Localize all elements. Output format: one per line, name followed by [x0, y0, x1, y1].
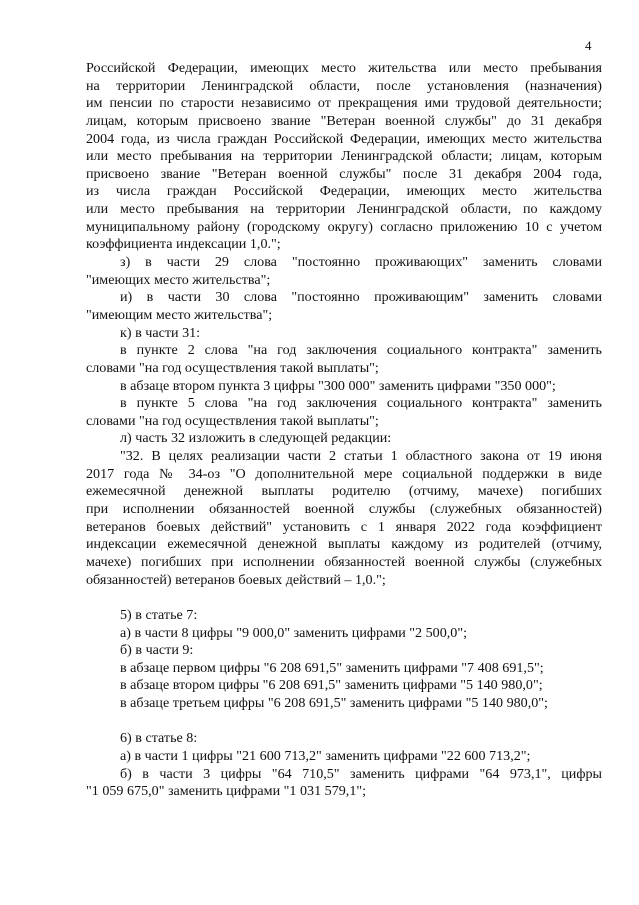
text-line: и) в части 30 слова "постоянно проживающим" заменить словами — [120, 289, 602, 306]
text-line: лицам, которым присвоено звание "Ветеран военной службы" до 31 декабря — [86, 112, 602, 129]
text-line: в абзаце первом цифры "6 208 691,5" заменить цифрами "7 408 691,5"; — [120, 659, 544, 676]
text-line: мачехе) погибших при исполнении обязанностей военной службы (служебных — [86, 553, 602, 570]
text-line: к) в части 31: — [120, 324, 201, 341]
text-line: словами "на год осуществления такой выплаты"; — [86, 412, 379, 429]
text-line: з) в части 29 слова "постоянно проживающих" заменить словами — [120, 254, 602, 271]
text-line: коэффициента индексации 1,0."; — [86, 236, 281, 253]
text-line: "1 059 675,0" заменить цифрами "1 031 579,1"; — [86, 783, 367, 800]
text-line: присвоено звание "Ветеран военной службы" после 31 декабря 2004 года, — [86, 165, 602, 182]
text-line: муниципальному району (городскому округу) согласно приложению 10 с учетом — [86, 218, 602, 235]
text-line: обязанностей) ветеранов боевых действий – 1,0."; — [86, 571, 386, 588]
page-number: 4 — [585, 38, 592, 53]
text-line: или место пребывания на территории Ленинградской области, по каждому — [86, 201, 602, 218]
text-line: 6) в статье 8: — [120, 730, 198, 747]
document-body — [86, 60, 602, 801]
paragraph-gap — [86, 589, 602, 607]
text-line: 5) в статье 7: — [120, 606, 198, 623]
text-line: Российской Федерации, имеющих место жительства или место пребывания — [86, 60, 602, 76]
text-line: л) часть 32 изложить в следующей редакции: — [120, 430, 392, 447]
text-line: на территории Ленинградской области, после установления (назначения) — [86, 77, 602, 94]
text-line: индексации ежемесячной денежной выплаты каждому из родителей (отчиму, — [86, 536, 602, 553]
text-line: в абзаце втором пункта 3 цифры "300 000" заменить цифрами "350 000"; — [120, 377, 556, 394]
text-line: "имеющих место жительства"; — [86, 271, 271, 288]
text-line: ежемесячной денежной выплаты родителю (отчиму, мачехе) погибших — [86, 483, 602, 500]
text-line: при исполнении обязанностей военной службы (служебных обязанностей) — [86, 501, 602, 518]
text-line: в абзаце третьем цифры "6 208 691,5" заменить цифрами "5 140 980,0"; — [120, 695, 548, 712]
text-line: "32. В целях реализации части 2 статьи 1 областного закона от 19 июня — [120, 448, 602, 465]
text-line: 2004 года, из числа граждан Российской Федерации, имеющих место жительства — [86, 130, 602, 147]
text-line: б) в части 9: — [120, 642, 194, 659]
text-line: им пенсии по старости независимо от прекращения ими трудовой деятельности; — [86, 95, 602, 112]
text-line: 2017 года № 34-оз "О дополнительной мере социальной поддержки в виде — [86, 465, 602, 482]
text-line: в пункте 2 слова "на год заключения социального контракта" заменить — [120, 342, 602, 359]
text-line: а) в части 1 цифры "21 600 713,2" заменить цифрами "22 600 713,2"; — [120, 747, 531, 764]
text-line: в пункте 5 слова "на год заключения социального контракта" заменить — [120, 395, 602, 412]
text-line: или место пребывания на территории Ленинградской области; лицам, которым — [86, 148, 602, 165]
text-line: ветеранов боевых действий" установить с 1 января 2022 года коэффициент — [86, 518, 602, 535]
text-line: из числа граждан Российской Федерации, имеющих место жительства — [86, 183, 602, 200]
paragraph-gap — [86, 713, 602, 731]
text-line: "имеющим место жительства"; — [86, 306, 273, 323]
text-line: словами "на год осуществления такой выплаты"; — [86, 359, 379, 376]
text-line: а) в части 8 цифры "9 000,0" заменить цифрами "2 500,0"; — [120, 624, 468, 641]
text-line: б) в части 3 цифры "64 710,5" заменить цифрами "64 973,1", цифры — [120, 765, 602, 782]
text-line: в абзаце втором цифры "6 208 691,5" заменить цифрами "5 140 980,0"; — [120, 677, 543, 694]
